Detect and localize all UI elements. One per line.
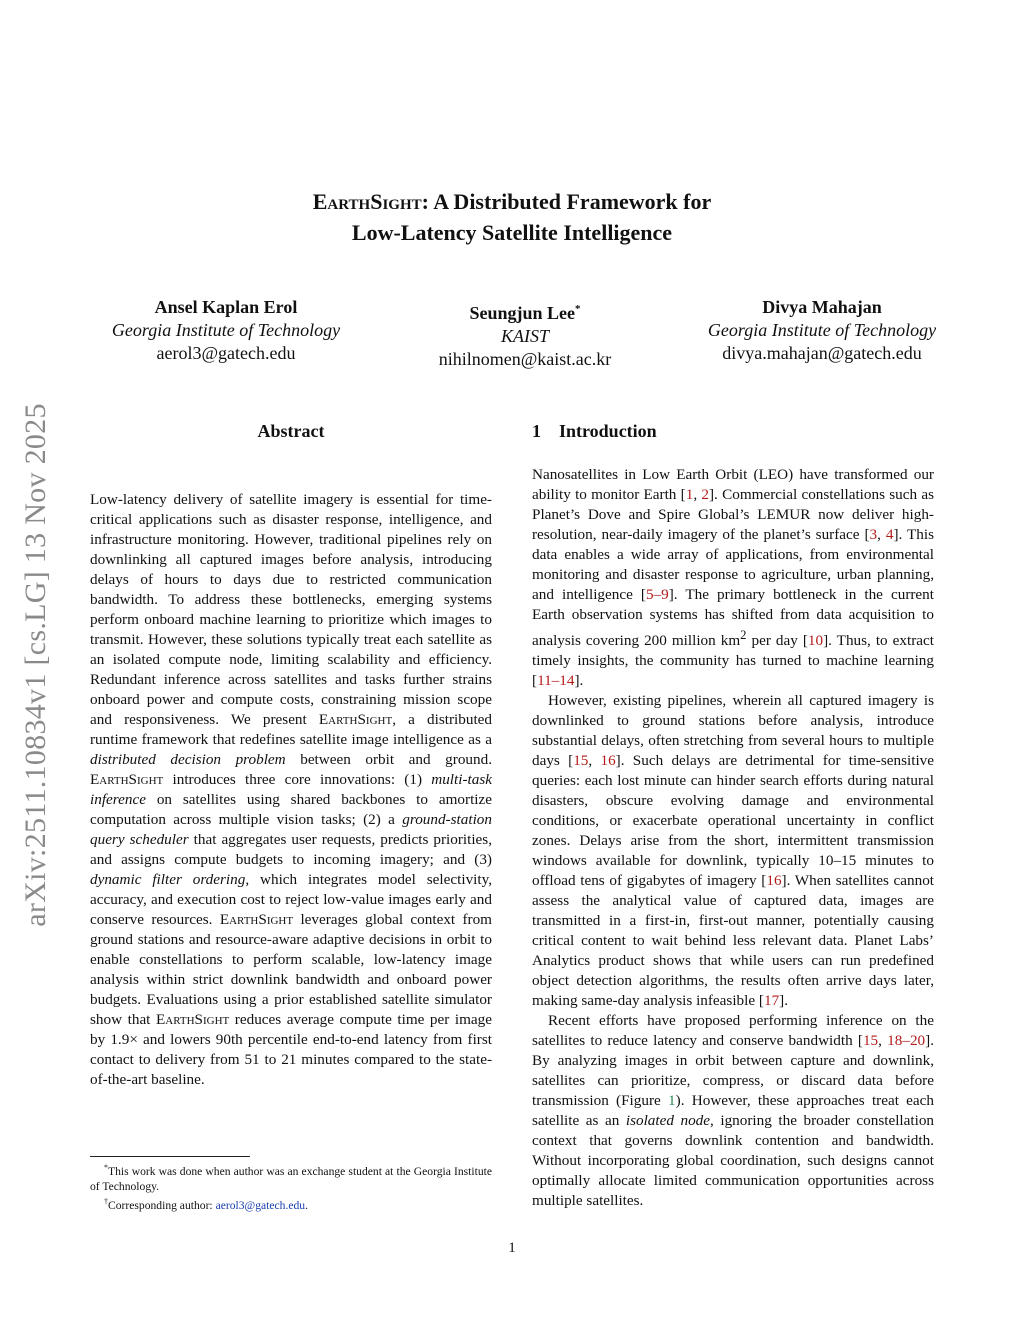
- author-block-3: [686, 296, 958, 365]
- intro-emphasis: isolated node: [625, 1112, 711, 1130]
- intro-text: ]. Thus, to extract timely insights, the community has turned to machine learning [: [532, 632, 934, 690]
- intro-text: ). However, these approaches treat each satellite as an: [532, 1092, 935, 1130]
- intro-paragraph-3: [532, 1011, 934, 1211]
- superscript: 2: [740, 628, 747, 642]
- abstract-emphasis: distributed decision problem: [90, 751, 286, 768]
- intro-paragraph-1: [532, 465, 934, 691]
- footnotes: [90, 1160, 492, 1213]
- title-line-1: [0, 186, 1024, 217]
- page-number: 1: [508, 1240, 516, 1256]
- abstract-text: leverages global context from ground stations and resource-aware adaptive decisions in orbit to enable constellations to perform scalable, low-latency image analysis within strict downlink bandwidth and onboard power budgets. Evaluations using a prior established satellite simulator show that: [90, 911, 492, 1028]
- citation-link[interactable]: 16: [600, 752, 616, 770]
- intro-paragraph-2: [532, 691, 934, 1011]
- author-name: Ansel Kaplan Erol: [154, 297, 298, 317]
- intro-text: ].: [574, 672, 584, 690]
- abstract-text: Low-latency delivery of satellite imagery is essential for time-critical applications such as disaster response, intelligence, and infrastructure monitoring. However, traditional pipelines rely on downlinking all captured images before analysis, introducing delays of hours to days due to restricted communication bandwidth. To address these bottlenecks, emerging systems perform onboard machine learning to prioritize which images to transmit. However, these solutions typically treat each satellite as an isolated compute node, limiting scalability and efficiency. Redundant inference across satellites and tasks further strains onboard power and compute costs, constraining mission scope and responsiveness. We present: [90, 491, 492, 728]
- intro-text: Nanosatellites in Low Earth Orbit (LEO) have transformed our ability to monitor Earth [: [532, 466, 934, 503]
- citation-link[interactable]: 18–20: [887, 1032, 926, 1050]
- introduction-body: [532, 465, 934, 1211]
- author-email[interactable]: aerol3@gatech.edu: [156, 343, 296, 363]
- intro-text: ,: [878, 1032, 888, 1050]
- footnote-divider: [90, 1156, 250, 1157]
- intro-text: ,: [877, 526, 886, 543]
- citation-link[interactable]: 4: [885, 526, 894, 543]
- citation-link[interactable]: 10: [807, 632, 824, 650]
- citation-link[interactable]: 15: [862, 1032, 879, 1050]
- arxiv-stamp: [6, 370, 66, 960]
- intro-text: ]. Commercial constellations such as Planet’s Dove and Spire Global’s LEMUR now deliver high-resolution, near-daily imagery of the planet’s surface [: [532, 486, 935, 543]
- abstract-body: [90, 490, 492, 1090]
- author-footnote-mark: *: [575, 303, 581, 315]
- abstract-text: on satellites using shared backbones to amortize computation across multiple vision tasks; (2) a: [90, 791, 492, 828]
- footnote-text: This work was done when author was an exchange student at the Georgia Institute of Technology.: [90, 1164, 492, 1193]
- intro-text: ]. When satellites cannot assess the analytical value of captured data, images are transmitted in a first-in, first-out manner, potentially causing critical content to wait behind less relevant data. Planet Labs’ Analytics product shows that while users can run predefined object detection algorithms, the results often arrive days later, making same-day analysis infeasible [: [532, 872, 935, 1010]
- author-block-1: [90, 296, 362, 365]
- system-name: EarthSight: [155, 1011, 230, 1028]
- abstract-text: , which integrates model selectivity, accuracy, and execution cost to reject low-value images early and conserve resources.: [90, 871, 493, 928]
- citation-link[interactable]: 16: [766, 872, 782, 890]
- title-line-1-rest: : A Distributed Framework for: [421, 189, 712, 214]
- introduction-heading: 1 Introduction: [532, 421, 657, 441]
- abstract-text: that aggregates user requests, predicts priorities, and assigns compute budgets to incoming imagery; and (3): [90, 831, 492, 868]
- intro-text: ,: [693, 486, 702, 503]
- paper-title: [0, 186, 1024, 248]
- author-name: [400, 298, 650, 325]
- abstract-text: reduces average compute time per image by 1.9× and lowers 90th percentile end-to-end latency from first contact to delivery from 51 to 21 minutes compared to the state-of-the-art baseline.: [90, 1011, 492, 1088]
- citation-link[interactable]: 2: [701, 486, 709, 503]
- author-affiliation: Georgia Institute of Technology: [111, 320, 341, 340]
- citation-link[interactable]: 3: [869, 526, 878, 543]
- intro-text: ]. By analyzing images in orbit between capture and downlink, satellites can prioritize, compress, or discard data before transmission (Figure: [532, 1032, 934, 1110]
- citation-link[interactable]: 15: [573, 752, 589, 770]
- intro-text: ].: [779, 992, 789, 1010]
- citation-link[interactable]: 17: [763, 992, 780, 1010]
- abstract-text: , a distributed runtime framework that redefines satellite image intelligence as a: [90, 711, 492, 748]
- figure-link[interactable]: 1: [668, 1092, 676, 1110]
- citation-link[interactable]: 11–14: [537, 672, 575, 690]
- author-affiliation: Georgia Institute of Technology: [707, 320, 937, 340]
- intro-text: ]. Such delays are detrimental for time-sensitive queries: each lost minute can hinder search efforts during natural disasters, obscure evolving damage and environmental conditions, or exacerbate operational uncertainty in conflict zones. Delays arise from the short, intermittent transmission windows available for downlink, typically 10–15 minutes to offload tens of gigabytes of imagery [: [532, 752, 935, 890]
- email-link[interactable]: aerol3@gatech.edu: [215, 1198, 306, 1212]
- system-name: EarthSight: [312, 189, 422, 214]
- footnote-mark: *: [104, 1163, 108, 1172]
- author-name: Divya Mahajan: [762, 297, 882, 317]
- abstract-emphasis: multi-task inference: [90, 771, 492, 808]
- footnote-text: .: [305, 1198, 309, 1212]
- intro-text: ,: [588, 752, 601, 770]
- intro-text: ]. The primary bottleneck in the current Earth observation systems has shifted from data acquisition to analysis covering 200 million km: [532, 586, 934, 650]
- system-name: EarthSight: [90, 771, 164, 788]
- abstract-text: introduces three core innovations: (1): [163, 771, 432, 788]
- arxiv-id: arXiv:2511.10834v1 [cs.LG] 13 Nov 2025: [19, 403, 52, 927]
- title-line-2: Low-Latency Satellite Intelligence: [351, 220, 673, 245]
- system-name: EarthSight: [318, 711, 393, 728]
- footnote-mark: †: [104, 1196, 108, 1206]
- abstract-emphasis: dynamic filter ordering: [90, 871, 246, 888]
- abstract-paragraph: [90, 490, 492, 1090]
- intro-text: per day [: [746, 632, 808, 650]
- footnote-2: [90, 1194, 492, 1213]
- author-affiliation: KAIST: [500, 326, 549, 346]
- footnote-text: Corresponding author:: [108, 1198, 216, 1212]
- author-email[interactable]: divya.mahajan@gatech.edu: [722, 343, 922, 363]
- citation-link[interactable]: 5–9: [645, 586, 669, 603]
- abstract-heading: Abstract: [257, 421, 325, 441]
- citation-link[interactable]: 1: [685, 486, 694, 503]
- abstract-text: between orbit and ground.: [285, 751, 492, 768]
- intro-text: However, existing pipelines, wherein all captured imagery is downlinked to ground stations before analysis, introduce substantial delays, often stretching from several hours to multiple days [: [532, 692, 934, 770]
- author-block-2: [400, 298, 650, 371]
- footnote-1: [90, 1160, 492, 1194]
- intro-text: , ignoring the broader constellation context that governs downlink contention and bandwidth. Without incorporating global coordination, such designs cannot optimally allocate limited communication opportunities across multiple satellites.: [532, 1112, 935, 1210]
- author-email[interactable]: nihilnomen@kaist.ac.kr: [438, 349, 612, 369]
- intro-text: ]. This data enables a wide array of applications, from environmental monitoring and disaster response to agriculture, urban planning, and intelligence [: [532, 526, 934, 603]
- author-name-text: Seungjun Lee: [469, 303, 576, 323]
- intro-text: Recent efforts have proposed performing inference on the satellites to reduce latency and conserve bandwidth [: [532, 1012, 934, 1050]
- system-name: EarthSight: [219, 911, 294, 928]
- abstract-emphasis: ground-station query scheduler: [90, 811, 492, 848]
